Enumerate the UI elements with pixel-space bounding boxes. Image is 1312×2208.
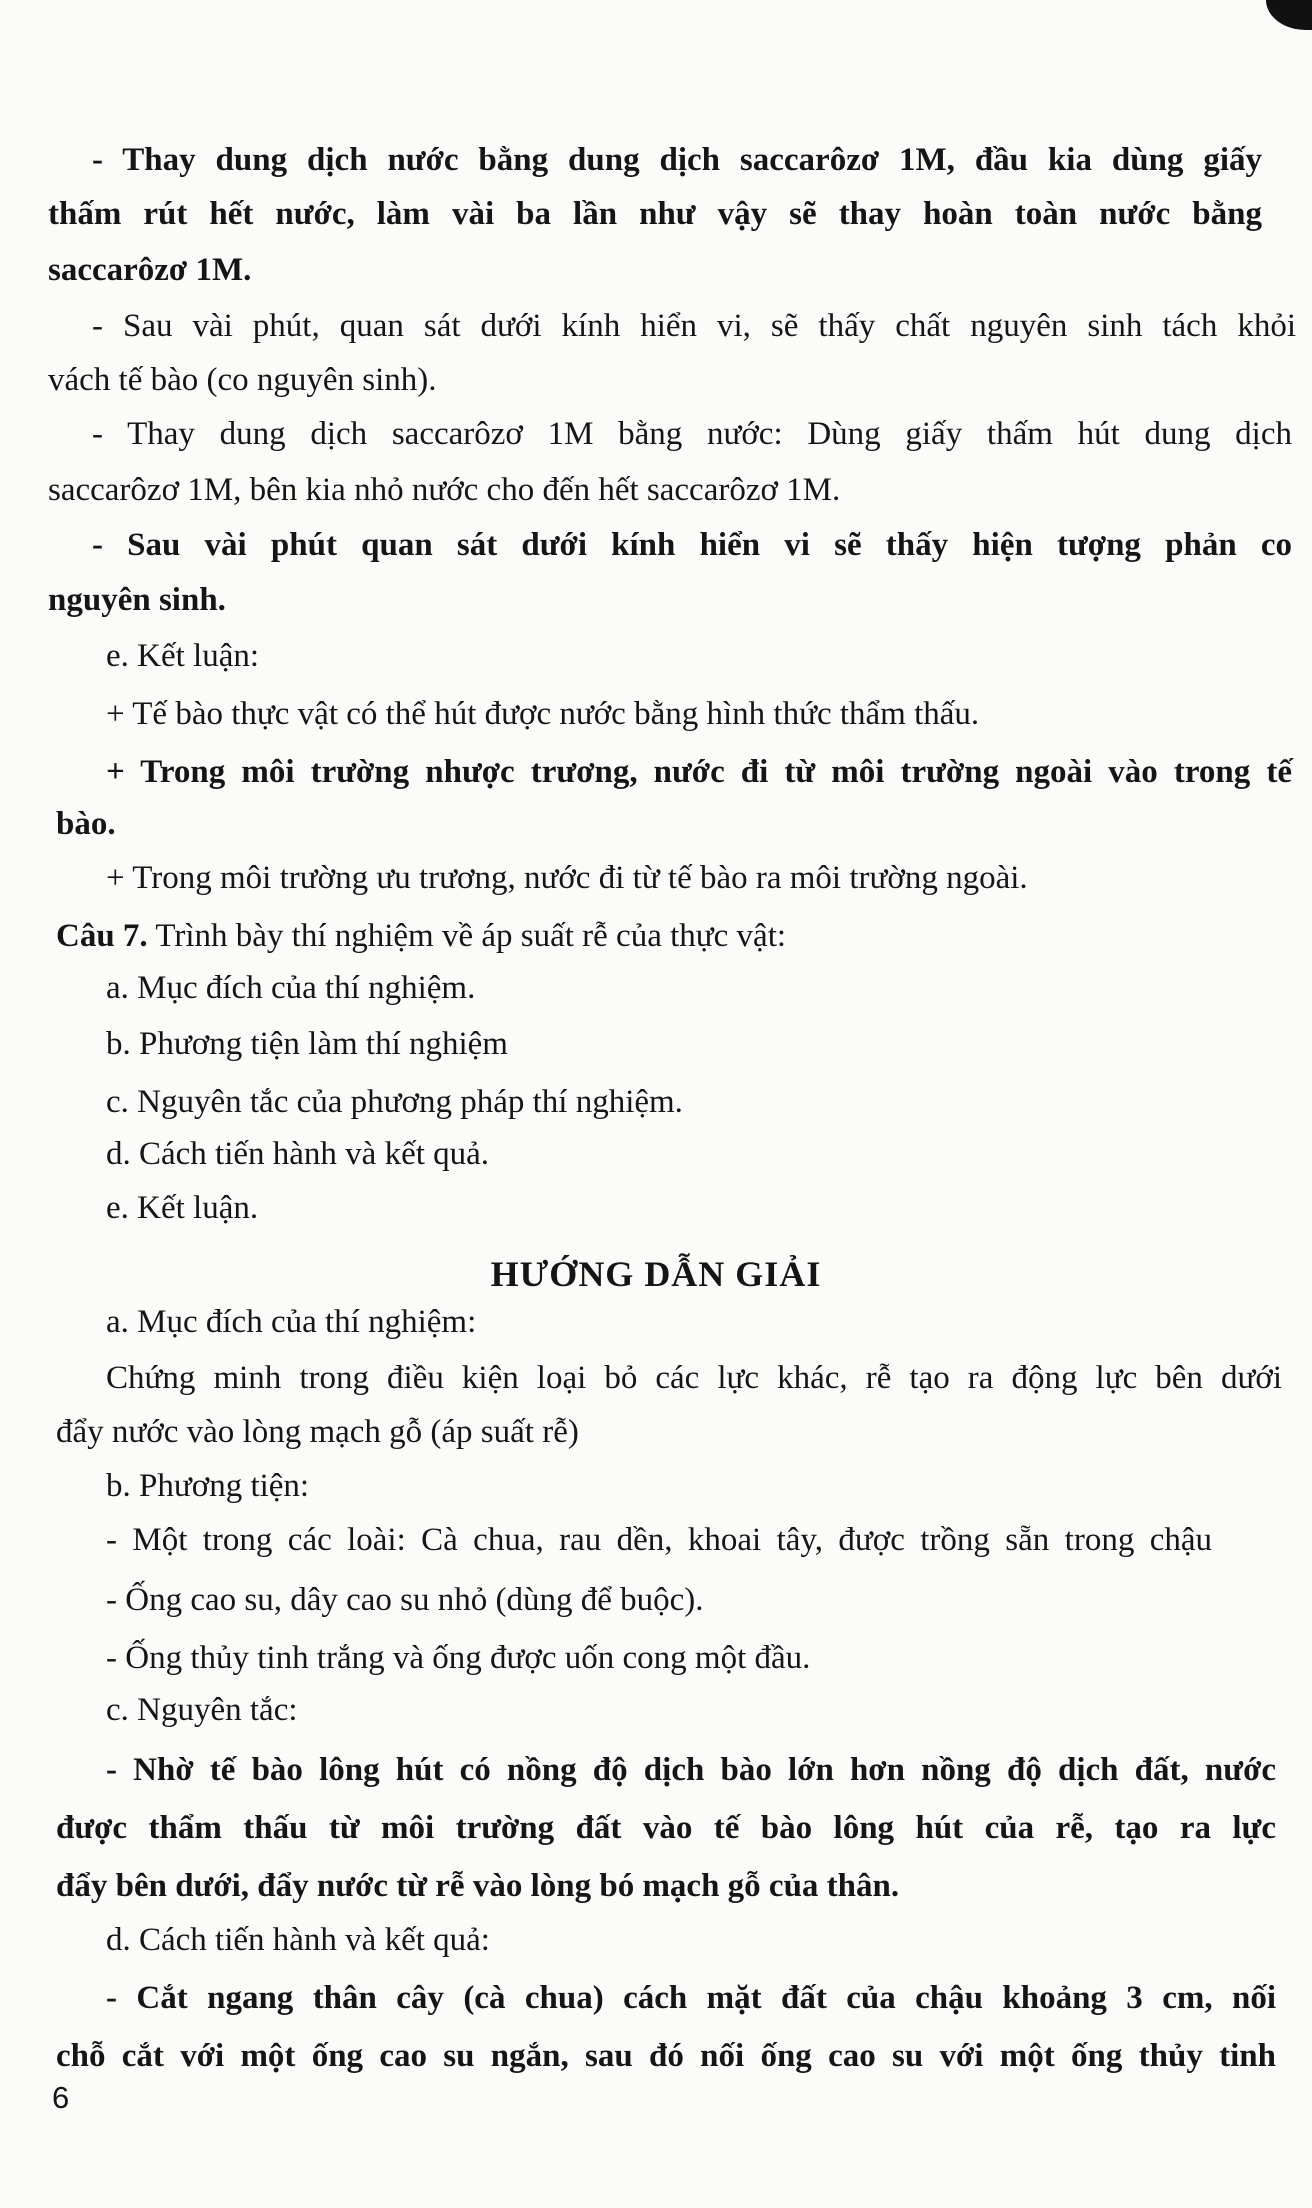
- text-line: - Một trong các loài: Cà chua, rau dền, khoai tây, được trồng sẵn trong chậu: [106, 1522, 1212, 1558]
- text-line: được thẩm thấu từ môi trường đất vào tế bào lông hút của rễ, tạo ra lực: [56, 1810, 1276, 1846]
- page-number: 6: [52, 2080, 70, 2115]
- text-line: Chứng minh trong điều kiện loại bỏ các lực khác, rễ tạo ra động lực bên dưới: [106, 1360, 1282, 1396]
- text-line: - Cắt ngang thân cây (cà chua) cách mặt đất của chậu khoảng 3 cm, nối: [106, 1980, 1276, 2016]
- text-line: b. Phương tiện làm thí nghiệm: [106, 1026, 508, 1062]
- text-line: thấm rút hết nước, làm vài ba lần như vậy sẽ thay hoàn toàn nước bằng: [48, 196, 1262, 232]
- text-line: saccarôzơ 1M, bên kia nhỏ nước cho đến hết saccarôzơ 1M.: [48, 472, 841, 508]
- text-line: c. Nguyên tắc:: [106, 1692, 298, 1728]
- section-label: d. Cách tiến hành và kết quả:: [106, 1922, 490, 1958]
- text-line: a. Mục đích của thí nghiệm.: [106, 970, 476, 1006]
- text-line: nguyên sinh.: [48, 582, 226, 618]
- text-line: e. Kết luận.: [106, 1190, 259, 1226]
- text-line: - Ống thủy tinh trắng và ống được uốn cong một đầu.: [106, 1640, 811, 1676]
- section-heading: HƯỚNG DẪN GIẢI: [490, 1254, 822, 1294]
- text-line: c. Nguyên tắc của phương pháp thí nghiệm.: [106, 1084, 683, 1120]
- text-line: + Tế bào thực vật có thể hút được nước bằng hình thức thẩm thấu.: [106, 696, 980, 732]
- text-line: bào.: [56, 806, 116, 842]
- text-line: + Trong môi trường ưu trương, nước đi từ tế bào ra môi trường ngoài.: [106, 860, 1028, 896]
- text-line: chỗ cắt với một ống cao su ngắn, sau đó nối ống cao su với một ống thủy tinh: [56, 2038, 1276, 2074]
- question-text: Trình bày thí nghiệm về áp suất rễ của thực vật:: [155, 918, 787, 954]
- text-line: đẩy bên dưới, đẩy nước từ rễ vào lòng bó mạch gỗ của thân.: [56, 1868, 900, 1904]
- text-line: + Trong môi trường nhược trương, nước đi từ môi trường ngoài vào trong tế: [106, 754, 1292, 790]
- text-line: - Nhờ tế bào lông hút có nồng độ dịch bào lớn hơn nồng độ dịch đất, nước: [106, 1752, 1276, 1788]
- text-line: - Thay dung dịch nước bằng dung dịch saccarôzơ 1M, đầu kia dùng giấy: [92, 142, 1262, 178]
- question-7: [56, 916, 786, 956]
- text-line: - Ống cao su, dây cao su nhỏ (dùng để buộc).: [106, 1582, 704, 1618]
- text-line: b. Phương tiện:: [106, 1468, 310, 1504]
- text-line: vách tế bào (co nguyên sinh).: [48, 362, 437, 398]
- question-label: Câu 7.: [56, 918, 148, 954]
- text-line: saccarôzơ 1M.: [48, 252, 252, 288]
- text-line: đẩy nước vào lòng mạch gỗ (áp suất rễ): [56, 1414, 579, 1450]
- text-line: - Sau vài phút quan sát dưới kính hiển vi sẽ thấy hiện tượng phản co: [92, 527, 1292, 563]
- text-line: - Sau vài phút, quan sát dưới kính hiển vi, sẽ thấy chất nguyên sinh tách khỏi: [92, 308, 1296, 344]
- section-label: e. Kết luận:: [106, 638, 260, 674]
- text-line: d. Cách tiến hành và kết quả.: [106, 1136, 490, 1172]
- text-line: - Thay dung dịch saccarôzơ 1M bằng nước: Dùng giấy thấm hút dung dịch: [92, 416, 1292, 452]
- text-line: a. Mục đích của thí nghiệm:: [106, 1304, 477, 1340]
